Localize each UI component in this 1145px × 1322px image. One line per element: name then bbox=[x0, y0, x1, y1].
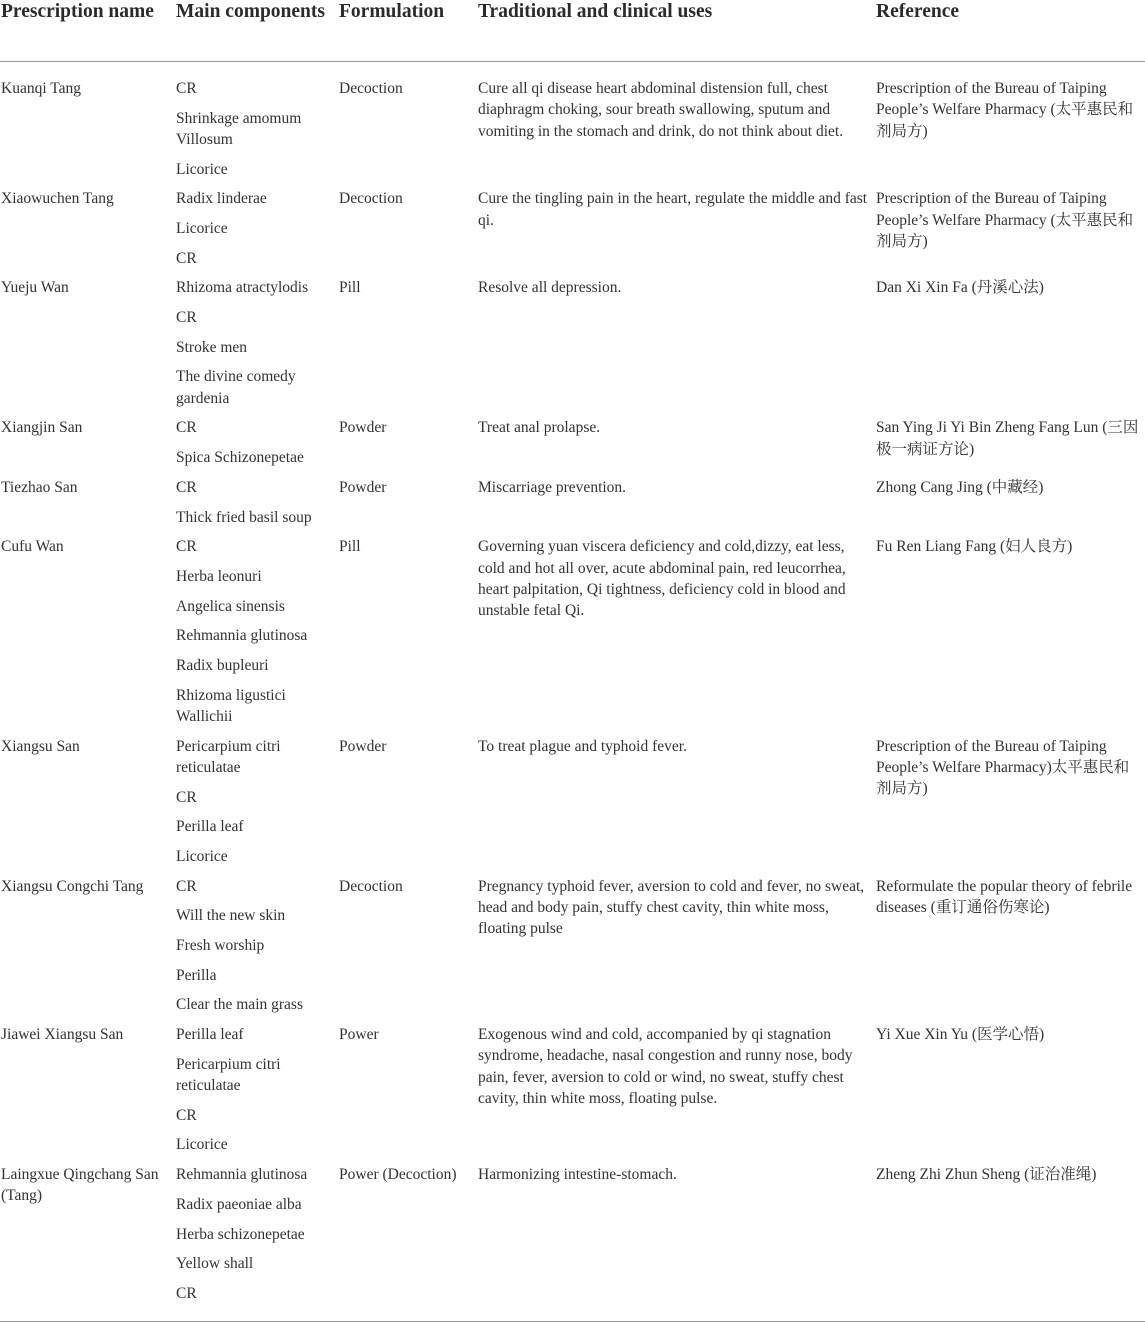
formulation-cell: Pill bbox=[339, 538, 361, 556]
component-item: Herba schizonepetae bbox=[176, 1225, 305, 1243]
component-item: Pericarpium citri reticulatae bbox=[176, 737, 281, 776]
reference-cell: Prescription of the Bureau of Taiping People’s Welfare Pharmacy)太平惠民和剂局方) bbox=[876, 737, 1130, 798]
traditional-uses-cell: Harmonizing intestine-stomach. bbox=[478, 1166, 677, 1184]
component-item: CR bbox=[176, 1284, 197, 1302]
table-row bbox=[0, 62, 1145, 189]
traditional-uses-cell: Resolve all depression. bbox=[478, 279, 622, 297]
component-item: Yellow shall bbox=[176, 1255, 254, 1273]
prescription-name-cell: Yueju Wan bbox=[1, 279, 69, 297]
component-item: Perilla leaf bbox=[176, 1026, 244, 1044]
main-components-cell bbox=[175, 417, 338, 476]
component-item: Thick fried basil soup bbox=[176, 508, 312, 526]
component-item: Fresh worship bbox=[176, 937, 265, 955]
table-bottom-rule bbox=[0, 1321, 1145, 1322]
component-item: Licorice bbox=[176, 848, 228, 865]
formulation-cell: Powder bbox=[339, 478, 387, 496]
component-item: Licorice bbox=[176, 220, 228, 238]
traditional-uses-cell: Cure all qi disease heart abdominal distension full, chest diaphragm choking, sour breath swallowing, sputum and vomiting in the stomach and drink, do not think about diet. bbox=[478, 80, 844, 140]
component-item: CR bbox=[176, 538, 197, 556]
main-components-cell bbox=[175, 477, 338, 536]
main-components-cell bbox=[175, 1024, 338, 1164]
component-item: Stroke men bbox=[176, 338, 248, 356]
prescription-name-cell: Xiangjin San bbox=[1, 419, 83, 437]
component-item: Clear the main grass bbox=[176, 996, 303, 1014]
table-row bbox=[0, 876, 1145, 1024]
traditional-uses-cell: Miscarriage prevention. bbox=[478, 478, 627, 496]
traditional-uses-cell: To treat plague and typhoid fever. bbox=[478, 737, 687, 755]
formulation-cell: Decoction bbox=[339, 80, 403, 97]
formulation-cell: Power (Decoction) bbox=[339, 1166, 457, 1184]
component-item: Radix bupleuri bbox=[176, 656, 269, 674]
prescription-name-cell: Xiangsu Congchi Tang bbox=[1, 877, 144, 895]
table-row bbox=[0, 188, 1145, 277]
component-item: Perilla leaf bbox=[176, 818, 244, 836]
component-item: Perilla bbox=[176, 966, 217, 984]
formulation-cell: Power bbox=[339, 1026, 379, 1044]
formulation-cell: Pill bbox=[339, 279, 361, 297]
table-row bbox=[0, 536, 1145, 735]
component-item: Angelica sinensis bbox=[176, 597, 285, 615]
component-item: CR bbox=[176, 478, 197, 496]
table-row bbox=[0, 477, 1145, 536]
reference-cell: Prescription of the Bureau of Taiping People’s Welfare Pharmacy (太平惠民和剂局方) bbox=[876, 190, 1134, 250]
component-item: CR bbox=[176, 419, 197, 437]
main-components-cell bbox=[175, 876, 338, 1024]
header-traditional-uses: Traditional and clinical uses bbox=[477, 0, 875, 62]
formulation-cell: Powder bbox=[339, 737, 387, 755]
main-components-cell bbox=[175, 62, 338, 189]
table-row bbox=[0, 736, 1145, 876]
prescription-name-cell: Xiaowuchen Tang bbox=[1, 190, 114, 208]
component-item: The divine comedy gardenia bbox=[176, 368, 296, 407]
component-item: CR bbox=[176, 788, 197, 806]
reference-cell: Dan Xi Xin Fa (丹溪心法) bbox=[876, 279, 1044, 297]
traditional-uses-cell: Treat anal prolapse. bbox=[478, 419, 601, 437]
component-item: Licorice bbox=[176, 160, 228, 178]
component-item: CR bbox=[176, 877, 197, 895]
reference-cell: San Ying Ji Yi Bin Zheng Fang Lun (三因极一病证方论) bbox=[876, 419, 1139, 458]
formulation-cell: Decoction bbox=[339, 190, 403, 208]
prescription-name-cell: Tiezhao San bbox=[1, 478, 78, 496]
main-components-cell bbox=[175, 188, 338, 277]
prescription-name-cell: Cufu Wan bbox=[1, 538, 64, 556]
traditional-uses-cell: Cure the tingling pain in the heart, regulate the middle and fast qi. bbox=[478, 190, 868, 229]
table-header-row bbox=[0, 0, 1145, 62]
formulation-cell: Decoction bbox=[339, 877, 403, 895]
prescription-name-cell: Laingxue Qingchang San (Tang) bbox=[1, 1166, 159, 1205]
traditional-uses-cell: Governing yuan viscera deficiency and cold,dizzy, eat less, cold and hot all over, acute abdominal pain, red leucorrhea, heart palpitation, Qi tightness, deficiency cold in blood and unstable fetal Qi. bbox=[478, 538, 846, 620]
reference-cell: Reformulate the popular theory of febrile diseases (重订通俗伤寒论) bbox=[876, 877, 1133, 916]
component-item: Rehmannia glutinosa bbox=[176, 1166, 308, 1184]
traditional-uses-cell: Pregnancy typhoid fever, aversion to cold and fever, no sweat, head and body pain, stuffy chest cavity, thin white moss, floating pulse bbox=[478, 877, 865, 938]
reference-cell: Zhong Cang Jing (中藏经) bbox=[876, 478, 1044, 496]
table-row bbox=[0, 417, 1145, 476]
reference-cell: Zheng Zhi Zhun Sheng (证治准绳) bbox=[876, 1166, 1097, 1184]
header-formulation: Formulation bbox=[338, 0, 477, 62]
component-item: Radix linderae bbox=[176, 190, 267, 208]
prescription-name-cell: Kuanqi Tang bbox=[1, 80, 81, 97]
component-item: Rhizoma atractylodis bbox=[176, 279, 309, 297]
reference-cell: Fu Ren Liang Fang (妇人良方) bbox=[876, 538, 1073, 556]
component-item: Pericarpium citri reticulatae bbox=[176, 1055, 281, 1095]
reference-cell: Yi Xue Xin Yu (医学心悟) bbox=[876, 1026, 1045, 1044]
component-item: Will the new skin bbox=[176, 907, 286, 925]
table-row bbox=[0, 277, 1145, 417]
component-item: CR bbox=[176, 1106, 197, 1124]
traditional-uses-cell: Exogenous wind and cold, accompanied by qi stagnation syndrome, headache, nasal congestion and runny nose, body pain, fever, aversion to cold or wind, no sweat, stuffy chest cavity, thin white moss, floating pulse. bbox=[478, 1026, 853, 1108]
component-item: Radix paeoniae alba bbox=[176, 1195, 302, 1213]
header-main-components: Main components bbox=[175, 0, 338, 62]
component-item: Rehmannia glutinosa bbox=[176, 627, 308, 645]
component-item: Rhizoma ligustici Wallichii bbox=[176, 686, 286, 725]
main-components-cell bbox=[175, 736, 338, 876]
table-body bbox=[0, 62, 1145, 1313]
table-row bbox=[0, 1024, 1145, 1164]
formulation-cell: Powder bbox=[339, 419, 387, 437]
component-item: Herba leonuri bbox=[176, 567, 262, 585]
prescription-name-cell: Jiawei Xiangsu San bbox=[1, 1026, 124, 1044]
header-reference: Reference bbox=[875, 0, 1145, 62]
reference-cell: Prescription of the Bureau of Taiping People’s Welfare Pharmacy (太平惠民和剂局方) bbox=[876, 80, 1134, 140]
prescription-name-cell: Xiangsu San bbox=[1, 737, 80, 755]
main-components-cell bbox=[175, 1164, 338, 1312]
table-row bbox=[0, 1164, 1145, 1312]
component-item: CR bbox=[176, 80, 197, 97]
component-item: Licorice bbox=[176, 1136, 228, 1154]
component-item: Spica Schizonepetae bbox=[176, 449, 304, 467]
main-components-cell bbox=[175, 536, 338, 735]
component-item: Shrinkage amomum Villosum bbox=[176, 109, 302, 148]
main-components-cell bbox=[175, 277, 338, 417]
header-prescription-name: Prescription name bbox=[0, 0, 175, 62]
component-item: CR bbox=[176, 309, 197, 327]
component-item: CR bbox=[176, 249, 197, 267]
